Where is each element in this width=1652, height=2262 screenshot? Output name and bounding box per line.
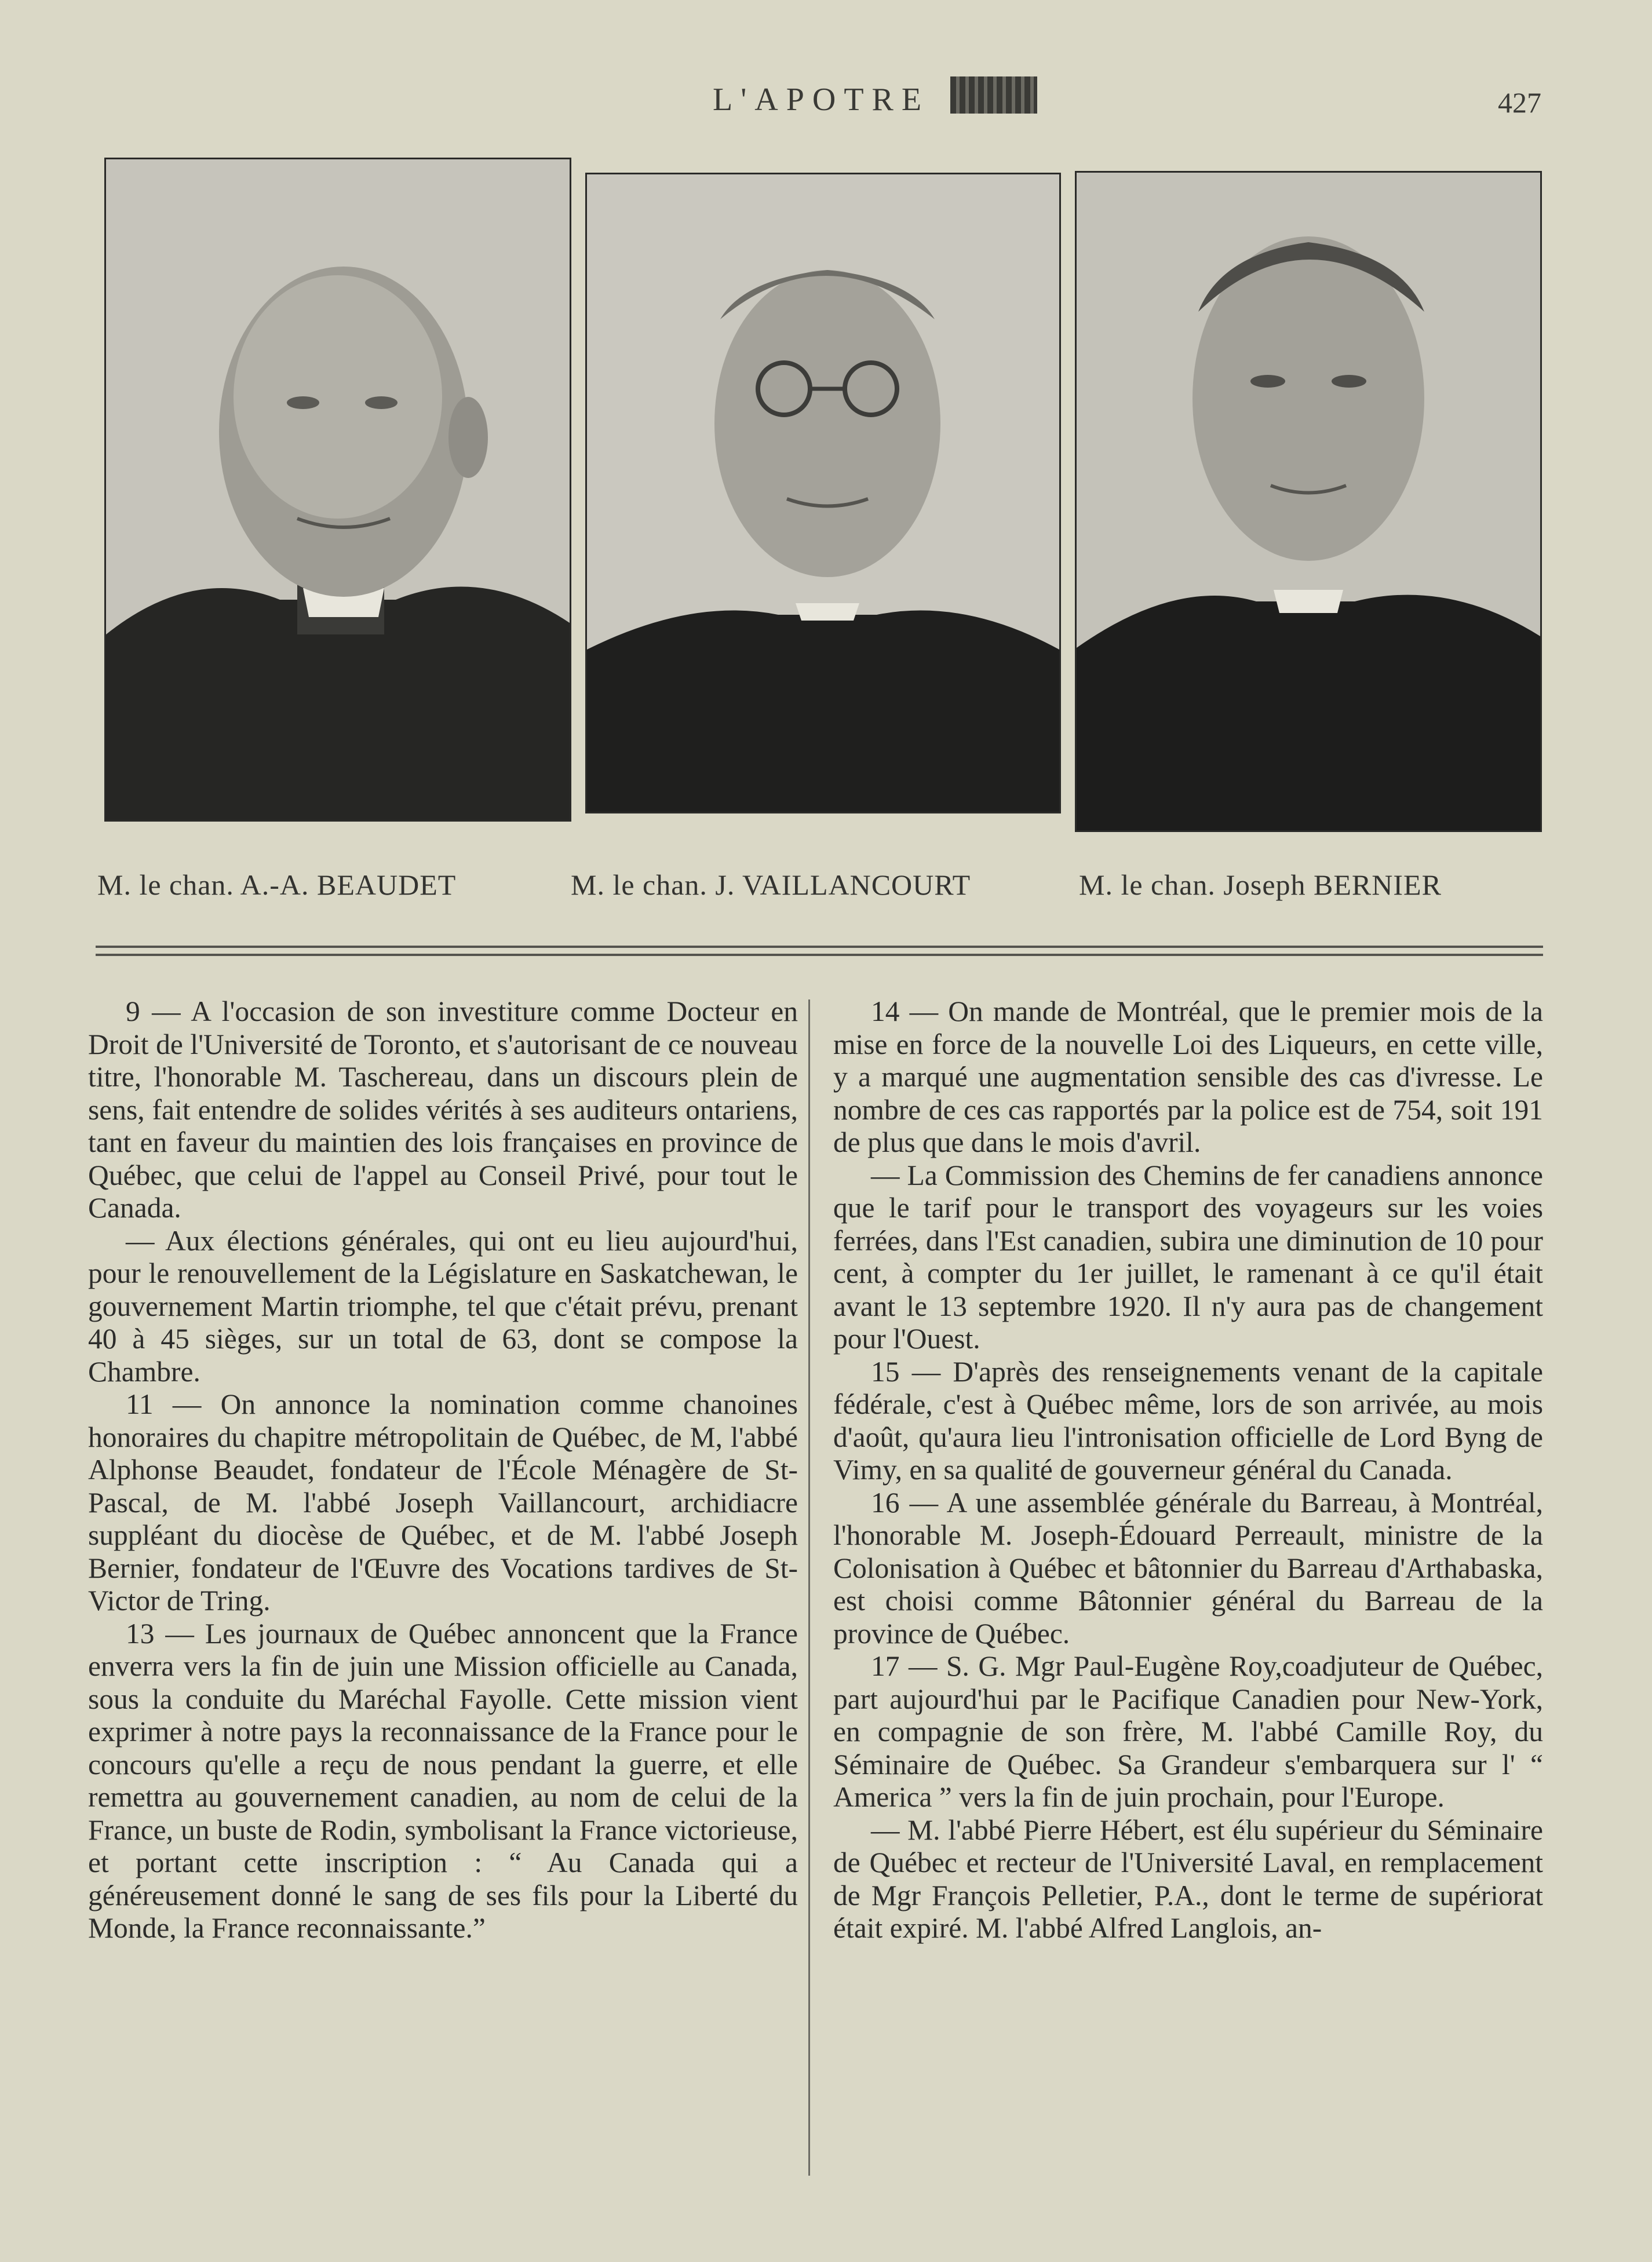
page-number: 427: [1498, 86, 1541, 119]
portrait-illustration: [1077, 173, 1540, 830]
paragraph: 9 — A l'occasion de son investiture comme Docteur en Droit de l'Université de Toronto, et s'autorisant de ce nouveau titre, l'honorable M. Taschereau, dans un discours plein de sens, fait entendre de solides vérités à ses auditeurs ontariens, tant en faveur du maintien des lois françaises en province de Québec, que celui de l'appel au Conseil Privé, pour tout le Canada.: [88, 995, 798, 1224]
paragraph: 13 — Les journaux de Québec annoncent que la France enverra vers la fin de juin une Mission officielle au Canada, sous la conduite du Maréchal Fayolle. Cette mission vient exprimer à notre pays la reconnaissance de la France pour le concours qu'elle a reçu de nous pendant la guerre, et elle remettra au gouvernement canadien, au nom de celui de la France, un buste de Rodin, symbolisant la France victorieuse, et portant cette inscription : “ Au Canada qui a généreusement donné le sang de ses fils pour la Liberté du Monde, la France reconnaissante.”: [88, 1617, 798, 1944]
caption-beaudet: M. le chan. A.-A. BEAUDET: [97, 869, 457, 901]
paragraph: 17 — S. G. Mgr Paul-Eugène Roy,coadjuteur de Québec, part aujourd'hui par le Pacifique Canadien pour New-York, en compagnie de son frère, M. l'abbé Camille Roy, du Séminaire de Québec. Sa Grandeur s'embarquera sur l' “ America ” vers la fin de juin prochain, pour l'Europe.: [833, 1650, 1543, 1813]
paragraph: 15 — D'après des renseignements venant de la capitale fédérale, c'est à Québec même, lors de son arrivée, au mois d'août, qu'aura lieu l'intronisation officielle de Lord Byng de Vimy, en sa qualité de gouverneur général du Canada.: [833, 1355, 1543, 1486]
text-column-right: [833, 995, 1543, 1945]
paragraph: — Aux élections générales, qui ont eu lieu aujourd'hui, pour le renouvellement de la Législature en Saskatchewan, le gouvernement Martin triomphe, tel que c'était prévu, prenant 40 à 45 sièges, sur un total de 63, dont se compose la Chambre.: [88, 1224, 798, 1388]
header-ornament: [950, 76, 1037, 114]
paragraph: — M. l'abbé Pierre Hébert, est élu supérieur du Séminaire de Québec et recteur de l'Université Laval, en remplacement de Mgr François Pelletier, P.A., dont le terme de supériorat était expiré. M. l'abbé Alfred Langlois, an-: [833, 1814, 1543, 1944]
portrait-illustration: [587, 174, 1059, 812]
paragraph: 11 — On annonce la nomination comme chanoines honoraires du chapitre métropolitain de Québec, de M, l'abbé Alphonse Beaudet, fondateur de l'École Ménagère de St-Pascal, de M. l'abbé Joseph Vaillancourt, archidiacre suppléant du diocèse de Québec, et de M. l'abbé Joseph Bernier, fondateur de l'Œuvre des Vocations tardives de St-Victor de Tring.: [88, 1388, 798, 1617]
paragraph: — La Commission des Chemins de fer canadiens annonce que le tarif pour le transport des voyageurs sur les voies ferrées, dans l'Est canadien, subira une diminution de 10 pour cent, à compter du 1er juillet, le ramenant à ce qu'il était avant le 13 septembre 1920. Il n'y aura pas de changement pour l'Ouest.: [833, 1159, 1543, 1355]
double-rule-top: [96, 946, 1543, 948]
portrait-photo-beaudet: [104, 158, 571, 822]
paragraph: 14 — On mande de Montréal, que le premier mois de la mise en force de la nouvelle Loi des Liqueurs, en cette ville, y a marqué une augmentation sensible des cas d'ivresse. Le nombre de ces cas rapportés par la police est de 754, soit 191 de plus que dans le mois d'avril.: [833, 995, 1543, 1158]
paragraph: 16 — A une assemblée générale du Barreau, à Montréal, l'honorable M. Joseph-Édouard Perreault, ministre de la Colonisation à Québec et bâtonnier du Barreau d'Arthabaska, est choisi comme Bâtonnier général du Barreau de la province de Québec.: [833, 1486, 1543, 1650]
double-rule-bottom: [96, 954, 1543, 956]
portrait-photo-bernier: [1075, 171, 1542, 832]
portrait-photo-vaillancourt: [585, 173, 1061, 813]
caption-bernier: M. le chan. Joseph BERNIER: [1079, 869, 1442, 901]
portrait-illustration: [106, 159, 570, 820]
running-header-title: L'APOTRE: [713, 82, 930, 118]
text-column-left: [88, 995, 798, 1945]
caption-vaillancourt: M. le chan. J. VAILLANCOURT: [571, 869, 971, 901]
column-divider: [808, 999, 810, 2176]
